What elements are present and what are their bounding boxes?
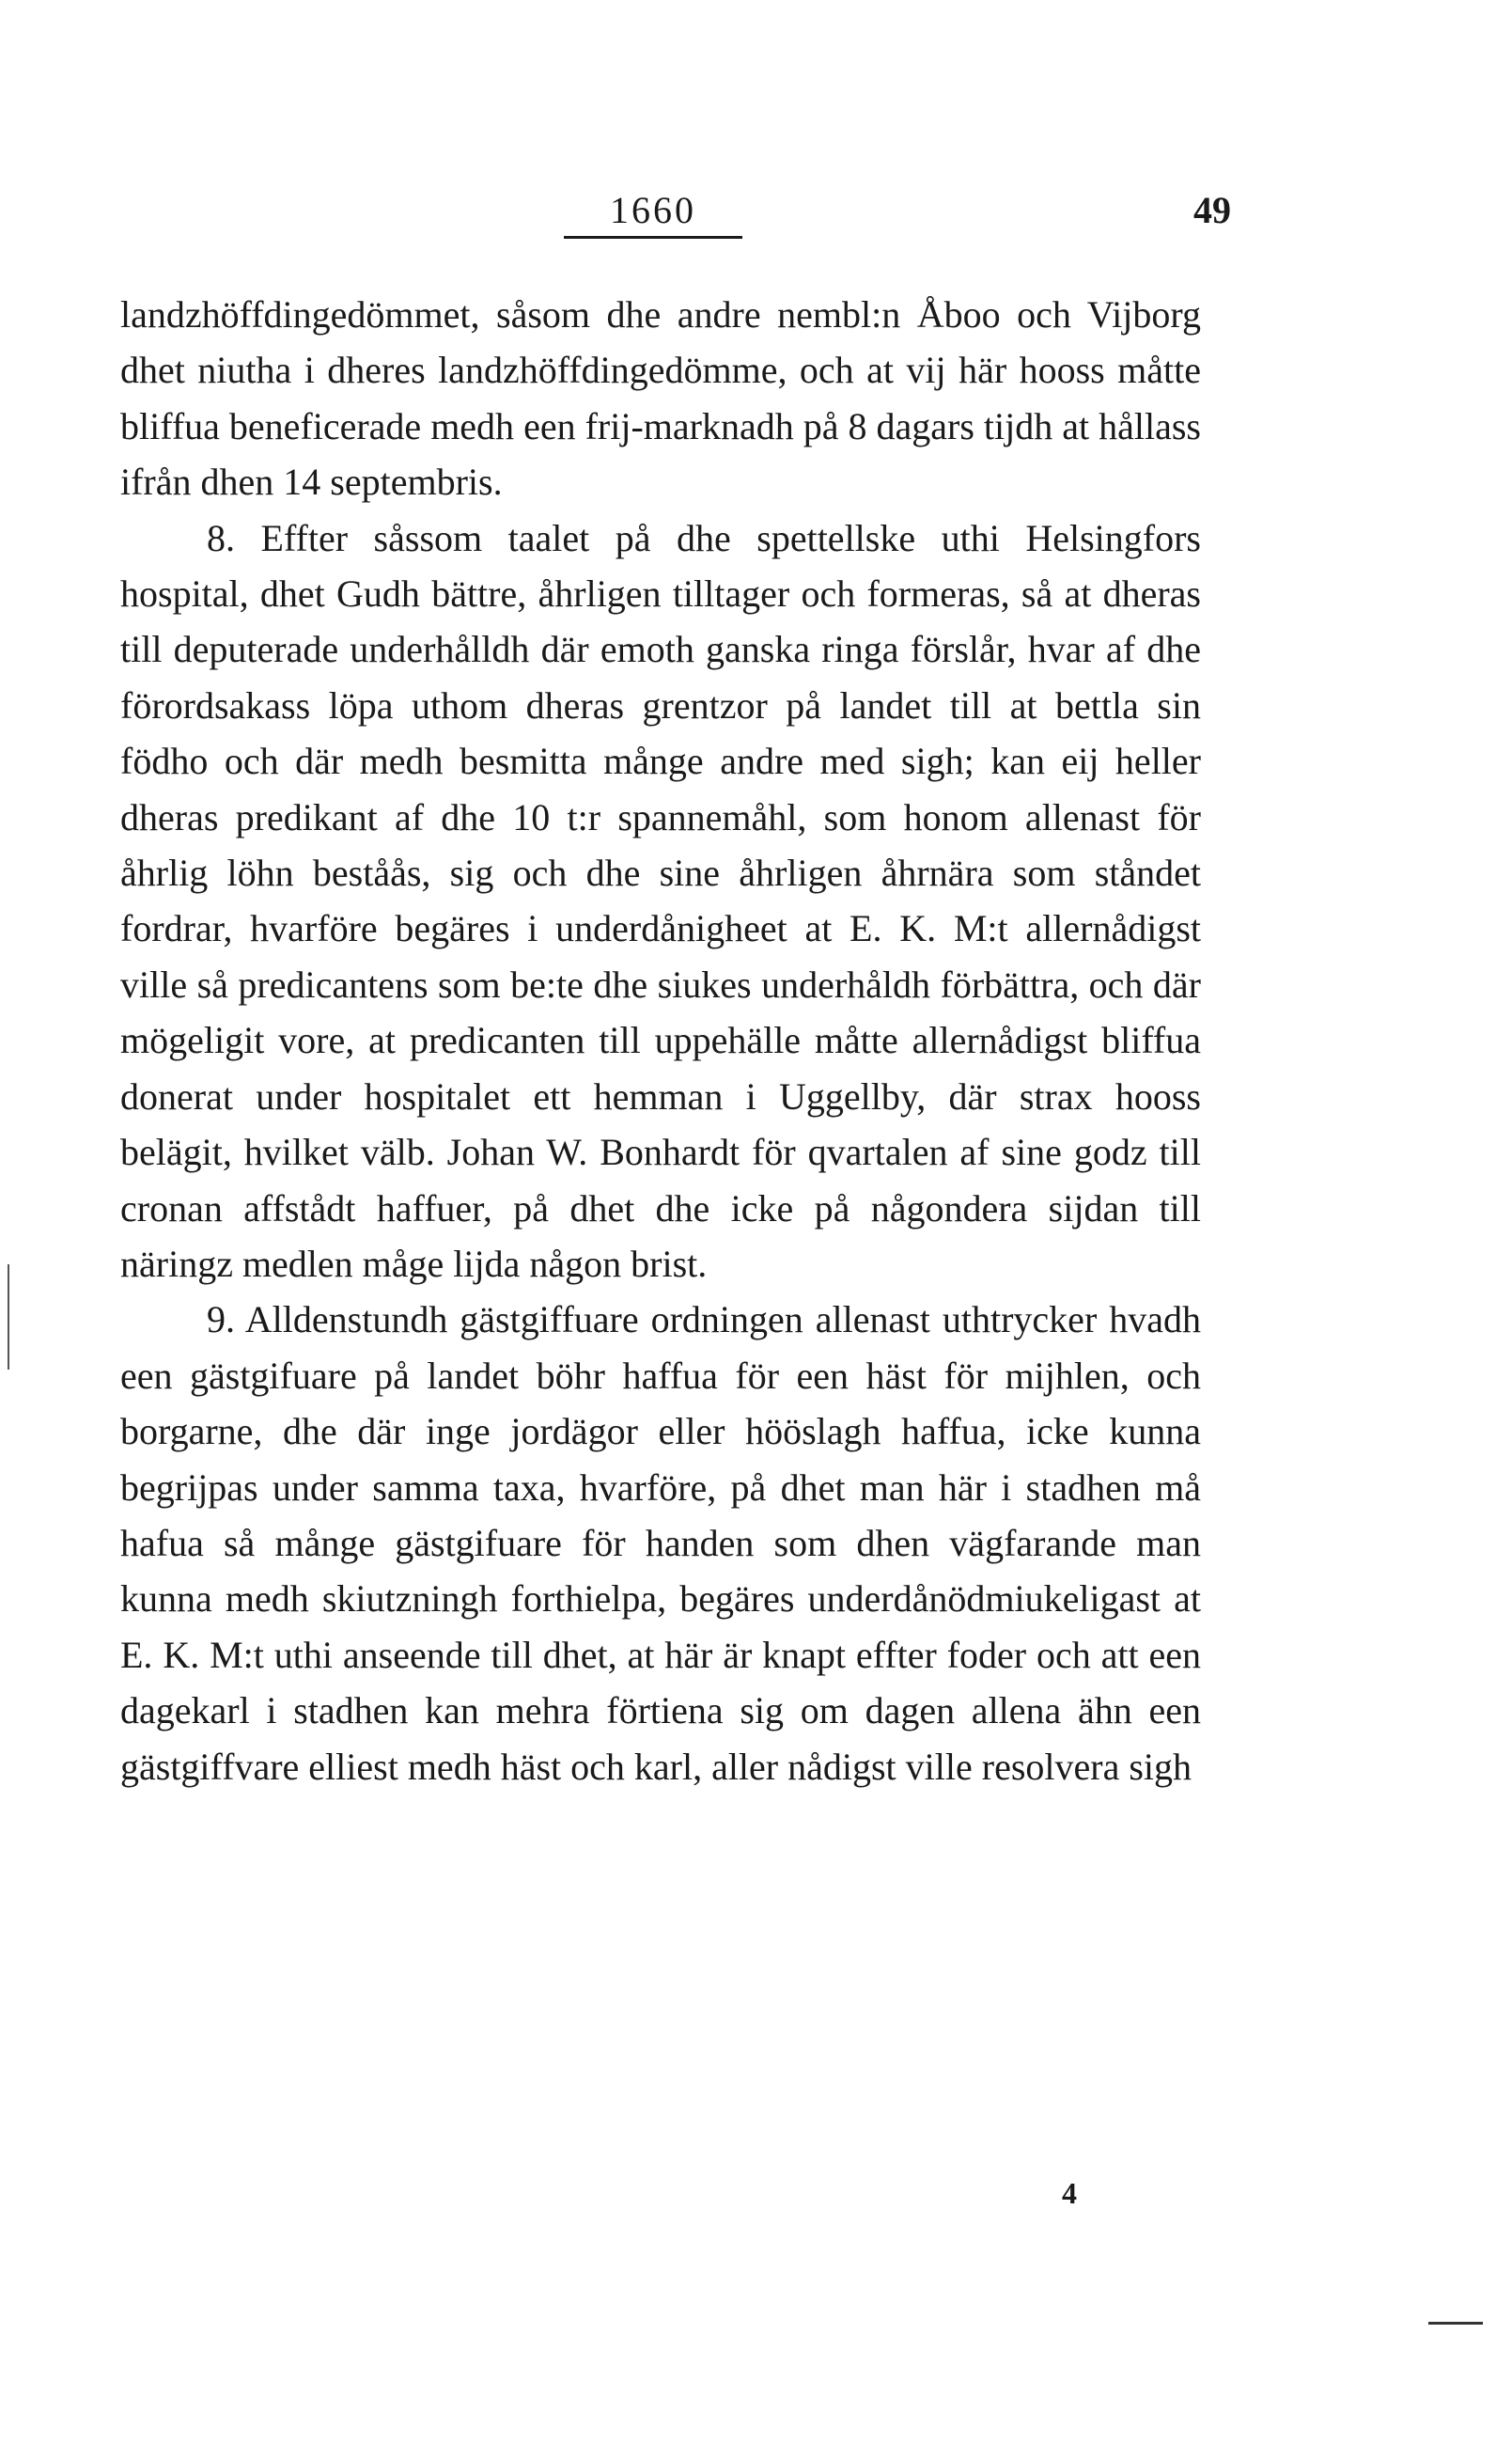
header-year: 1660 — [564, 188, 742, 239]
page-number: 49 — [1193, 189, 1231, 231]
edge-dash — [1428, 2322, 1483, 2325]
paragraph-continuation: landzhöffdingedömmet, såsom dhe andre nembl:n Åboo och Vijborg dhet niutha i dheres landzhöffdingedömme, och at vij här hooss måtte bliffua beneficerade medh een frij-marknadh på 8 dagars tijdh at hållass ifrån dhen 14 septembris. — [120, 293, 1201, 504]
signature-mark: 4 — [1062, 2176, 1077, 2210]
body-text — [120, 287, 1201, 1794]
paragraph-item-8: 8. Effter såssom taalet på dhe spettellske uthi Helsingfors hospital, dhet Gudh bättre, åhrligen tilltager och formeras, så at dheras till deputerade underhålldh där emoth ganska ringa förslår, hvar af dhe förordsakass löpa uthom dheras grentzor på landet till at bettla sin födho och där medh besmitta månge andre med sigh; kan eij heller dheras predikant af dhe 10 t:r spannemåhl, som honom allenast för åhrlig löhn beståås, sig och dhe sine åhrligen åhrnära som ståndet fordrar, hvarföre begäres i underdånigheet at E. K. M:t allernådigst ville så predicantens som be:te dhe siukes underhåldh förbättra, och där mögeligit vore, at predicanten till uppehälle måtte allernådigst bliffua donerat under hospitalet ett hemman i Uggellby, där strax hooss belägit, hvilket välb. Johan W. Bonhardt för qvartalen af sine godz till cronan affstådt haffuer, på dhet dhe icke på någondera sijdan till näringz medlen måge lijda någon brist. — [120, 516, 1201, 1285]
running-head — [0, 188, 1512, 244]
paragraph-item-9: 9. Alldenstundh gästgiffuare ordningen allenast uthtrycker hvadh een gästgifuare på landet böhr haffua för een häst för mijhlen, och borgarne, dhe där inge jordägor eller hööslagh haffua, icke kunna begrijpas under samma taxa, hvarföre, på dhet man här i stadhen må hafua så månge gästgifuare för handen som dhen vägfarande man kunna medh skiutzningh forthielpa, begäres underdånödmiukeligast at E. K. M:t uthi anseende till dhet, at här är knapt effter foder och att een dagekarl i stadhen kan mehra förtiena sig om dagen allena ähn een gästgiffvare elliest medh häst och karl, aller nådigst ville resolvera sigh — [120, 1298, 1201, 1788]
margin-rule — [8, 1264, 9, 1370]
